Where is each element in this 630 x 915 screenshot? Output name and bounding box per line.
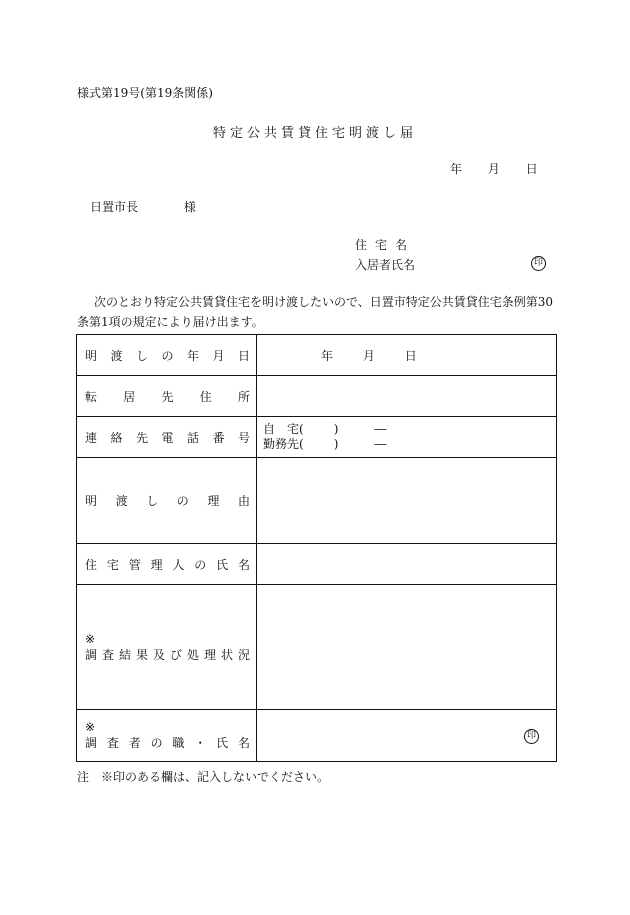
document-title: 特定公共賃貸住宅明渡し届 [212, 126, 417, 141]
form-number: 様式第19号(第19条関係) [77, 86, 213, 100]
field-reason[interactable] [257, 458, 557, 544]
body-line-2: 条第1項の規定により届け出ます。 [77, 315, 264, 329]
field-manager[interactable] [257, 544, 557, 585]
field-new-address[interactable] [257, 376, 557, 417]
vacate-form-table [76, 334, 557, 762]
table-row-new-address [77, 376, 557, 417]
label-manager: 住宅管理人の氏名 [77, 544, 257, 585]
addressee [90, 198, 196, 215]
phone-home-label: 自 宅( [263, 422, 304, 436]
label-investigator [77, 710, 257, 762]
office-use-mark: ※ [85, 631, 96, 646]
submission-date [450, 160, 538, 177]
date-year-label: 年 [450, 162, 463, 176]
field-investigator [257, 710, 557, 762]
phone-work-dash: ― [374, 437, 387, 451]
table-row-manager [77, 544, 557, 585]
body-text [77, 292, 557, 332]
date-day-label: 日 [525, 162, 538, 176]
table-row-phone [77, 417, 557, 458]
applicant-address-label: 住宅名 [355, 238, 416, 252]
field-vacate-date[interactable] [257, 335, 557, 376]
phone-work-paren: ) [333, 437, 339, 451]
investigator-label-text: 調査者の職・氏名 [85, 736, 250, 750]
label-investigation [77, 585, 257, 710]
addressee-name: 日置市長 [90, 200, 139, 214]
table-row-investigator [77, 710, 557, 762]
label-reason: 明渡しの理由 [77, 458, 257, 544]
vacate-year-label: 年 [321, 348, 334, 363]
table-row-reason [77, 458, 557, 544]
date-month-label: 月 [487, 162, 500, 176]
phone-home-dash: ― [374, 422, 387, 436]
label-new-address: 転居先住所 [77, 376, 257, 417]
field-investigation [257, 585, 557, 710]
label-phone: 連絡先電話番号 [77, 417, 257, 458]
applicant-name-label: 入居者氏名 [355, 258, 416, 272]
addressee-honorific: 様 [183, 200, 196, 214]
footer-note: 注 ※印のある欄は、記入しないでください。 [77, 770, 330, 784]
body-line-1: 次のとおり特定公共賃貸住宅を明け渡したいので、日置市特定公共賃貸住宅条例第30 [94, 295, 554, 309]
phone-home-paren: ) [333, 422, 339, 436]
phone-work-label: 勤務先( [263, 437, 304, 451]
investigation-label-text: 調査結果及び処理状況 [85, 647, 250, 662]
vacate-day-label: 日 [404, 348, 417, 363]
table-row-investigation [77, 585, 557, 710]
phone-work [257, 437, 556, 452]
table-row-vacate-date [77, 335, 557, 376]
vacate-month-label: 月 [362, 348, 375, 363]
applicant-seal-icon: 印 [531, 256, 546, 271]
field-phone[interactable] [257, 417, 557, 458]
investigator-seal-icon: 印 [524, 729, 539, 744]
phone-home [257, 422, 556, 437]
office-use-mark: ※ [85, 720, 96, 734]
label-vacate-date: 明渡しの年月日 [77, 335, 257, 376]
